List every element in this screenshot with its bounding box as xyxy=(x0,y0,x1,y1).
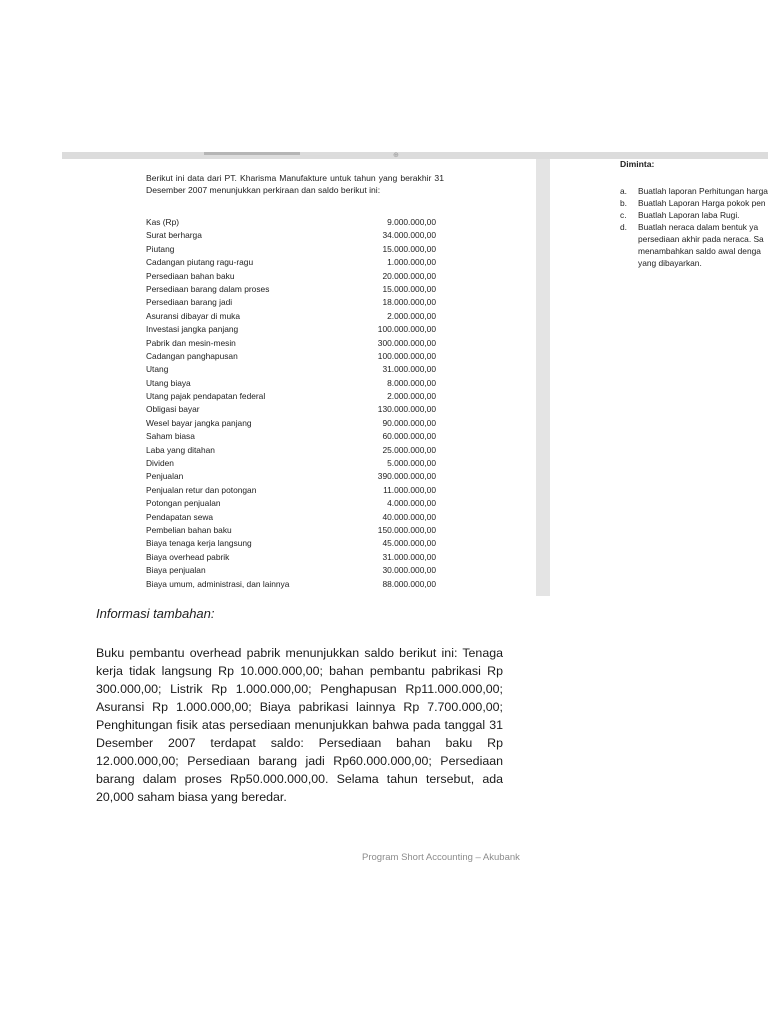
account-value: 100.000.000,00 xyxy=(377,324,436,335)
account-value: 300.000.000,00 xyxy=(377,337,436,348)
account-row xyxy=(146,524,436,537)
account-value: 18.000.000,00 xyxy=(382,297,436,308)
account-value: 25.000.000,00 xyxy=(382,444,436,455)
account-value: 15.000.000,00 xyxy=(382,283,436,294)
task-letter: b. xyxy=(620,198,627,208)
account-list xyxy=(146,216,436,591)
account-name: Kas (Rp) xyxy=(146,217,180,227)
crosshair-icon: ⊕ xyxy=(393,152,399,159)
account-value: 20.000.000,00 xyxy=(382,270,436,281)
account-name: Cadangan piutang ragu-ragu xyxy=(146,257,254,268)
account-row xyxy=(146,256,436,269)
task-item xyxy=(620,209,768,221)
account-value: 150.000.000,00 xyxy=(377,524,436,535)
account-name: Cadangan panghapusan xyxy=(146,350,238,361)
account-value: 60.000.000,00 xyxy=(382,431,436,442)
account-name: Pembelian bahan baku xyxy=(146,524,232,535)
account-value: 30.000.000,00 xyxy=(382,565,436,576)
account-value: 88.000.000,00 xyxy=(382,578,436,589)
task-text: Buatlah Laporan Harga pokok pen xyxy=(638,198,766,208)
account-row xyxy=(146,578,436,591)
account-value: 15.000.000,00 xyxy=(382,243,436,254)
account-value: 8.000.000,00 xyxy=(387,377,436,388)
account-row xyxy=(146,296,436,309)
account-row xyxy=(146,470,436,483)
account-value: 40.000.000,00 xyxy=(382,511,436,522)
account-name: Asuransi dibayar di muka xyxy=(146,310,241,321)
account-name: Dividen xyxy=(146,458,174,469)
account-row xyxy=(146,511,436,524)
info-heading: Informasi tambahan: xyxy=(96,606,215,621)
account-name: Persediaan barang dalam proses xyxy=(146,283,270,294)
account-name: Utang xyxy=(146,364,169,375)
account-value: 9.000.000,00 xyxy=(387,217,436,227)
scanned-page xyxy=(62,152,768,596)
account-name: Obligasi bayar xyxy=(146,404,200,415)
task-item xyxy=(620,221,768,233)
account-value: 45.000.000,00 xyxy=(382,538,436,549)
account-name: Pabrik dan mesin-mesin xyxy=(146,337,236,348)
account-row xyxy=(146,229,436,242)
account-value: 11.000.000,00 xyxy=(383,484,436,495)
info-body: Buku pembantu overhead pabrik menunjukkan saldo berikut ini: Tenaga kerja tidak langsung Rp 10.000.000,00; bahan pembantu pabrikasi Rp 300.000,00; Listrik Rp 1.000.000,00; Penghapusan Rp11.000.000,00; Asuransi Rp 1.000.000,00; Biaya pabrikasi lainnya Rp 7.700.000,00; Penghitungan fisik atas persediaan menunjukkan bahwa pada tanggal 31 Desember 2007 terdapat saldo: Persediaan bahan baku Rp 12.000.000,00; Persediaan barang jadi Rp60.000.000,00; Persediaan barang dalam proses Rp50.000.000,00. Selama tahun tersebut, ada 20,000 saham biasa yang beredar. xyxy=(96,646,503,804)
account-row xyxy=(146,551,436,564)
account-value: 34.000.000,00 xyxy=(382,230,436,241)
account-name: Biaya overhead pabrik xyxy=(146,551,230,562)
account-row xyxy=(146,270,436,283)
account-row xyxy=(146,484,436,497)
account-value: 390.000.000,00 xyxy=(377,471,436,482)
account-row xyxy=(146,350,436,363)
scan-tab-indicator xyxy=(204,152,300,155)
account-name: Utang biaya xyxy=(146,377,191,388)
account-value: 31.000.000,00 xyxy=(382,551,436,562)
account-row xyxy=(146,243,436,256)
account-row xyxy=(146,417,436,430)
account-row xyxy=(146,537,436,550)
account-value: 4.000.000,00 xyxy=(387,498,436,509)
account-name: Biaya penjualan xyxy=(146,565,206,576)
account-name: Piutang xyxy=(146,243,175,254)
account-row xyxy=(146,564,436,577)
scan-left-page xyxy=(62,159,536,596)
account-row xyxy=(146,403,436,416)
account-name: Wesel bayar jangka panjang xyxy=(146,417,252,428)
account-row xyxy=(146,337,436,350)
task-text: Buatlah neraca dalam bentuk ya xyxy=(638,222,759,232)
account-name: Persediaan barang jadi xyxy=(146,297,233,308)
account-row xyxy=(146,363,436,376)
account-name: Utang pajak pendapatan federal xyxy=(146,391,266,402)
account-row xyxy=(146,323,436,336)
account-name: Potongan penjualan xyxy=(146,498,221,509)
task-letter: a. xyxy=(620,186,627,196)
account-value: 130.000.000,00 xyxy=(377,404,436,415)
account-row xyxy=(146,497,436,510)
task-letter: d. xyxy=(620,222,627,232)
task-continuation: persediaan akhir pada neraca. Sa xyxy=(638,234,764,244)
intro-paragraph: Berikut ini data dari PT. Kharisma Manufakture untuk tahun yang berakhir 31 Desember 2007 menunjukkan perkiraan dan saldo berikut ini: xyxy=(146,173,444,195)
account-value: 2.000.000,00 xyxy=(387,310,436,321)
task-list xyxy=(620,185,768,269)
account-name: Saham biasa xyxy=(146,431,195,442)
account-row xyxy=(146,457,436,470)
scan-right-page xyxy=(550,159,768,596)
task-continuation: yang dibayarkan. xyxy=(638,258,702,268)
page-gutter xyxy=(536,159,550,596)
account-name: Penjualan retur dan potongan xyxy=(146,484,257,495)
account-row xyxy=(146,216,436,229)
account-value: 90.000.000,00 xyxy=(382,417,436,428)
account-row xyxy=(146,390,436,403)
account-name: Biaya tenaga kerja langsung xyxy=(146,538,252,549)
account-value: 31.000.000,00 xyxy=(382,364,436,375)
account-value: 5.000.000,00 xyxy=(387,458,436,469)
account-value: 100.000.000,00 xyxy=(377,350,436,361)
account-name: Investasi jangka panjang xyxy=(146,324,239,335)
account-value: 1.000.000,00 xyxy=(387,257,436,268)
account-name: Biaya umum, administrasi, dan lainnya xyxy=(146,578,290,589)
account-name: Penjualan xyxy=(146,471,184,482)
diminta-title: Diminta: xyxy=(620,159,655,169)
account-row xyxy=(146,444,436,457)
account-row xyxy=(146,377,436,390)
task-text: Buatlah Laporan laba Rugi. xyxy=(638,210,740,220)
account-name: Persediaan bahan baku xyxy=(146,270,235,281)
task-text: Buatlah laporan Perhitungan harga xyxy=(638,186,768,196)
account-row xyxy=(146,283,436,296)
task-item xyxy=(620,185,768,197)
account-value: 2.000.000,00 xyxy=(387,391,436,402)
account-name: Pendapatan sewa xyxy=(146,511,214,522)
account-name: Surat berharga xyxy=(146,230,202,241)
task-item xyxy=(620,197,768,209)
account-name: Laba yang ditahan xyxy=(146,444,215,455)
account-row xyxy=(146,430,436,443)
account-row xyxy=(146,310,436,323)
page-footer: Program Short Accounting – Akubank xyxy=(362,852,520,863)
task-continuation: menambahkan saldo awal denga xyxy=(638,246,761,256)
scan-top-bar xyxy=(62,152,768,159)
task-letter: c. xyxy=(620,210,627,220)
